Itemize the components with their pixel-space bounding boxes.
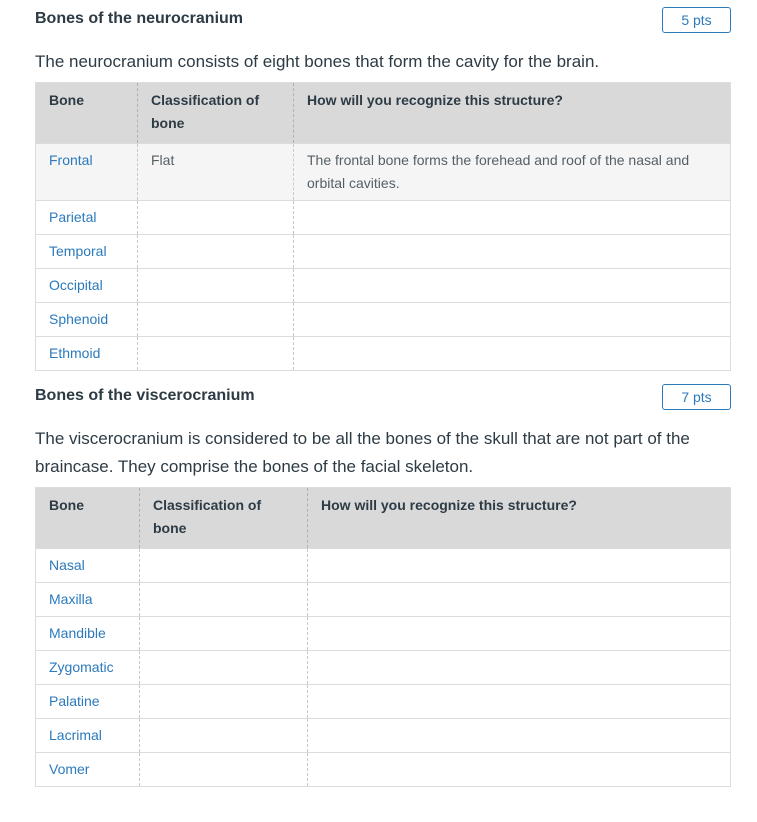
- classification-cell[interactable]: [138, 303, 294, 337]
- section-title: Bones of the viscerocranium: [35, 387, 255, 404]
- table-row: [36, 651, 731, 685]
- table-row: [36, 337, 731, 371]
- classification-cell[interactable]: [140, 617, 308, 651]
- classification-cell[interactable]: [140, 583, 308, 617]
- bone-name: Maxilla: [36, 583, 140, 617]
- recognition-cell[interactable]: [308, 583, 731, 617]
- bone-name: Occipital: [36, 269, 138, 303]
- recognition-cell[interactable]: [294, 201, 731, 235]
- table-header-row: [36, 488, 731, 549]
- neurocranium-table: [35, 82, 731, 371]
- classification-cell[interactable]: [138, 201, 294, 235]
- bone-name: Ethmoid: [36, 337, 138, 371]
- bone-name: Parietal: [36, 201, 138, 235]
- bone-name: Lacrimal: [36, 719, 140, 753]
- bone-name: Temporal: [36, 235, 138, 269]
- classification-cell[interactable]: [140, 719, 308, 753]
- section-header: [35, 377, 731, 417]
- table-row: [36, 269, 731, 303]
- section-intro: The viscerocranium is considered to be all the bones of the skull that are not part of the braincase. They comprise the bones of the facial skeleton.: [35, 429, 690, 476]
- classification-cell[interactable]: [140, 651, 308, 685]
- table-row: [36, 303, 731, 337]
- table-header-row: [36, 83, 731, 144]
- column-header-classification: Classification of bone: [140, 488, 308, 549]
- bone-name: Frontal: [36, 144, 138, 201]
- table-row: [36, 685, 731, 719]
- recognition-cell[interactable]: [294, 269, 731, 303]
- section-intro: The neurocranium consists of eight bones that form the cavity for the brain.: [35, 52, 600, 71]
- classification-cell[interactable]: [140, 549, 308, 583]
- classification-cell[interactable]: [138, 269, 294, 303]
- table-row: [36, 201, 731, 235]
- column-header-recognition: How will you recognize this structure?: [294, 83, 731, 144]
- bone-name: Sphenoid: [36, 303, 138, 337]
- recognition-cell[interactable]: [308, 719, 731, 753]
- classification-cell[interactable]: [140, 685, 308, 719]
- classification-cell[interactable]: Flat: [138, 144, 294, 201]
- recognition-cell[interactable]: [294, 235, 731, 269]
- table-row: [36, 617, 731, 651]
- recognition-cell[interactable]: The frontal bone forms the forehead and roof of the nasal and orbital cavities.: [294, 144, 731, 201]
- table-row: [36, 235, 731, 269]
- points-badge: 7 pts: [662, 384, 731, 410]
- recognition-cell[interactable]: [308, 685, 731, 719]
- bone-name: Nasal: [36, 549, 140, 583]
- classification-cell[interactable]: [140, 753, 308, 787]
- table-row: [36, 144, 731, 201]
- bone-name: Mandible: [36, 617, 140, 651]
- table-row: [36, 753, 731, 787]
- column-header-bone: Bone: [36, 488, 140, 549]
- column-header-classification: Classification of bone: [138, 83, 294, 144]
- recognition-cell[interactable]: [308, 651, 731, 685]
- bone-name: Vomer: [36, 753, 140, 787]
- classification-cell[interactable]: [138, 337, 294, 371]
- table-row: [36, 583, 731, 617]
- recognition-cell[interactable]: [308, 617, 731, 651]
- recognition-cell[interactable]: [294, 303, 731, 337]
- recognition-cell[interactable]: [294, 337, 731, 371]
- neurocranium-section: [35, 0, 731, 371]
- bone-name: Zygomatic: [36, 651, 140, 685]
- viscerocranium-section: [35, 377, 731, 787]
- classification-cell[interactable]: [138, 235, 294, 269]
- bone-name: Palatine: [36, 685, 140, 719]
- table-row: [36, 549, 731, 583]
- column-header-recognition: How will you recognize this structure?: [308, 488, 731, 549]
- viscerocranium-table: [35, 487, 731, 787]
- recognition-cell[interactable]: [308, 549, 731, 583]
- section-header: [35, 0, 731, 40]
- points-badge: 5 pts: [662, 7, 731, 33]
- column-header-bone: Bone: [36, 83, 138, 144]
- table-row: [36, 719, 731, 753]
- section-title: Bones of the neurocranium: [35, 10, 244, 27]
- recognition-cell[interactable]: [308, 753, 731, 787]
